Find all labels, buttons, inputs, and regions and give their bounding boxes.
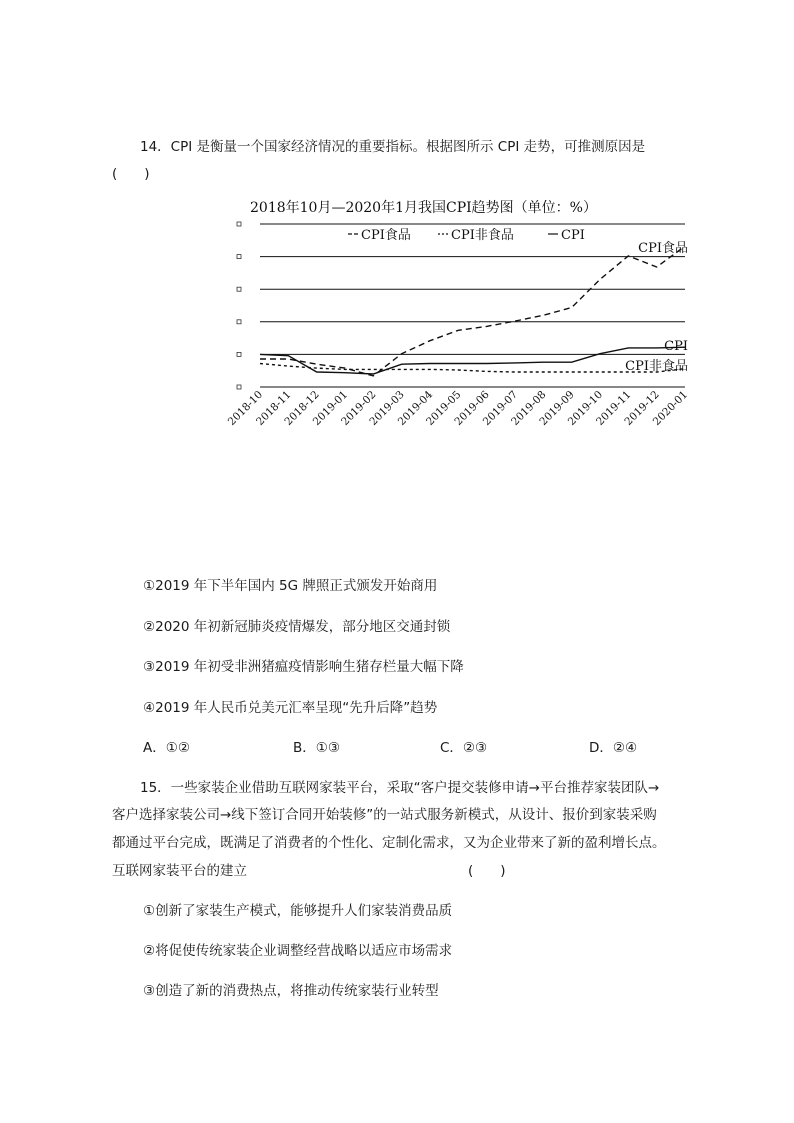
q14-choice-a: A．①② xyxy=(143,740,190,756)
q15-stem-line-1: 15．一些家装企业借助互联网家装平台，采取“客户提交装修申请→平台推荐家装团队→ xyxy=(140,780,660,796)
y-tick-marker xyxy=(237,255,241,259)
q14-choice-d: D．②④ xyxy=(589,740,638,756)
q14-option-3: ③2019 年初受非洲猪瘟疫情影响生猪存栏量大幅下降 xyxy=(143,659,464,675)
line-end-label: CPI xyxy=(664,339,688,354)
q15-option-2: ②将促使传统家装企业调整经营战略以适应市场需求 xyxy=(143,943,453,959)
x-tick-label: 2019-12 xyxy=(622,388,662,428)
q15-stem-line-4: 互联网家装平台的建立 xyxy=(112,863,247,879)
x-tick-label: 2019-05 xyxy=(424,388,464,428)
q15-option-3: ③创造了新的消费热点，将推动传统家装行业转型 xyxy=(143,983,439,999)
chart-legend xyxy=(348,227,585,243)
legend-label: CPI非食品 xyxy=(451,228,514,243)
line-end-label: CPI非食品 xyxy=(625,359,688,374)
x-tick-label: 2020-01 xyxy=(650,388,691,428)
cpi-trend-chart xyxy=(225,192,691,437)
x-tick-label: 2019-02 xyxy=(339,388,379,428)
x-tick-label: 2019-01 xyxy=(310,388,351,428)
q14-choices xyxy=(143,736,703,756)
y-tick-marker xyxy=(237,320,241,324)
q14-option-2: ②2020 年初新冠肺炎疫情爆发，部分地区交通封锁 xyxy=(143,619,451,635)
x-tick-label: 2019-07 xyxy=(480,388,521,428)
x-tick-label: 2018-12 xyxy=(282,388,322,428)
x-tick-label: 2019-09 xyxy=(537,388,577,428)
series-line xyxy=(260,347,685,374)
x-tick-label: 2019-08 xyxy=(509,388,549,428)
chart-title: 2018年10月—2020年1月我国CPI趋势图（单位：%） xyxy=(250,200,597,216)
y-tick-marker xyxy=(237,352,241,356)
legend-label: CPI食品 xyxy=(361,228,411,243)
y-tick-marker xyxy=(237,222,241,226)
q14-option-4: ④2019 年人民币兑美元汇率呈现“先升后降”趋势 xyxy=(143,700,438,716)
legend-label: CPI xyxy=(561,228,585,243)
x-tick-label: 2019-03 xyxy=(367,388,407,428)
chart-x-tick-labels xyxy=(226,388,690,428)
q15-stem-line-2: 客户选择家装公司→线下签订合同开始装修”的一站式服务新模式，从设计、报价到家装采购 xyxy=(112,807,657,823)
q14-stem: 14．CPI 是衡量一个国家经济情况的重要指标。根据图所示 CPI 走势，可推测原因是 xyxy=(140,139,646,155)
x-tick-label: 2019-04 xyxy=(395,388,436,428)
x-tick-label: 2019-11 xyxy=(594,388,634,428)
q15-option-1: ①创新了家装生产模式，能够提升人们家装消费品质 xyxy=(143,903,453,919)
x-tick-label: 2019-06 xyxy=(452,388,492,428)
line-end-label: CPI食品 xyxy=(638,241,688,256)
q15-answer-paren: ( ) xyxy=(468,863,506,879)
x-tick-label: 2018-10 xyxy=(225,388,266,428)
x-tick-label: 2019-10 xyxy=(565,388,606,428)
series-line xyxy=(260,246,685,376)
x-tick-label: 2018-11 xyxy=(254,388,294,428)
y-tick-marker xyxy=(237,385,241,389)
y-tick-marker xyxy=(237,287,241,291)
q14-choice-b: B．①③ xyxy=(293,740,340,756)
q14-choice-c: C．②③ xyxy=(440,740,488,756)
q14-answer-paren: ( ) xyxy=(112,166,150,182)
chart-series-lines xyxy=(260,246,685,376)
q15-stem-line-3: 都通过平台完成，既满足了消费者的个性化、定制化需求，又为企业带来了新的盈利增长点。 xyxy=(112,835,666,851)
q14-option-1: ①2019 年下半年国内 5G 牌照正式颁发开始商用 xyxy=(143,578,438,594)
